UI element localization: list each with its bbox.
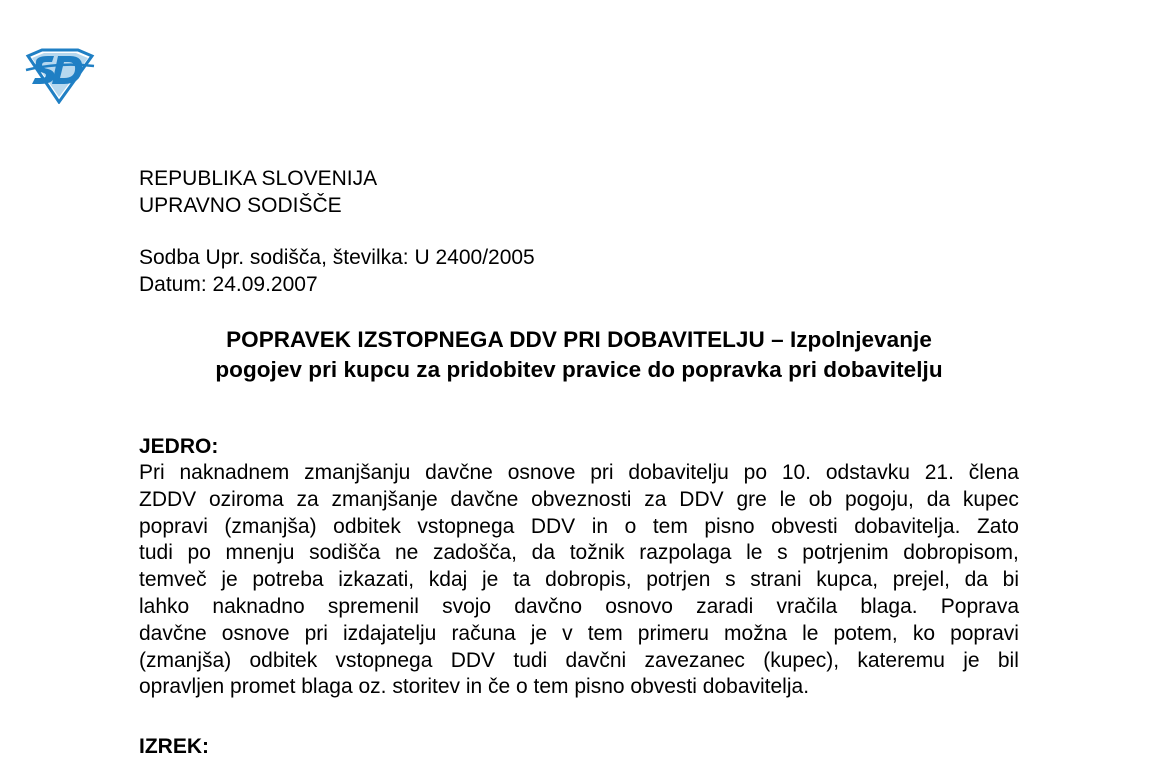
paragraph-line: davčne osnove pri izdajatelju računa je v tem primeru možna le potem, ko popravi — [139, 621, 1019, 645]
title-line-1: POPRAVEK IZSTOPNEGA DDV PRI DOBAVITELJU – Izpolnjevanje — [226, 327, 932, 352]
jedro-paragraph — [139, 460, 1019, 701]
paragraph-line: Pri naknadnem zmanjšanju davčne osnove pri dobavitelju po 10. odstavku 21. člena — [139, 461, 1019, 484]
paragraph-line: lahko naknadno spremenil svojo davčno osnovo zaradi vračila blaga. Poprava — [139, 594, 1019, 618]
paragraph-line: ZDDV oziroma za zmanjšanje davčne obveznosti za DDV gre le ob pogoju, da kupec — [139, 487, 1019, 511]
title-line-2: pogojev pri kupcu za pridobitev pravice do popravka pri dobavitelju — [215, 357, 943, 382]
court-shield-logo-icon — [22, 48, 96, 104]
izrek-heading: IZREK: — [139, 735, 209, 758]
paragraph-line: popravi (zmanjša) odbitek vstopnega DDV in o tem pisno obvesti dobavitelja. Zato — [139, 514, 1019, 538]
jedro-heading: JEDRO: — [139, 435, 219, 458]
court-name: UPRAVNO SODIŠČE — [139, 194, 342, 217]
country-name: REPUBLIKA SLOVENIJA — [139, 167, 378, 190]
paragraph-line: tudi po mnenju sodišča ne zadošča, da tožnik razpolaga le s potrjenim dobropisom, — [139, 541, 1019, 565]
document-body — [139, 165, 1019, 701]
case-number: Sodba Upr. sodišča, številka: U 2400/2005 — [139, 246, 535, 269]
paragraph-line: (zmanjša) odbitek vstopnega DDV tudi davčni zavezanec (kupec), kateremu je bil — [139, 648, 1019, 672]
document-title — [139, 325, 1019, 385]
paragraph-line: temveč je potreba izkazati, kdaj je ta dobropis, potrjen s strani kupca, prejel, da bi — [139, 568, 1019, 592]
judgment-date: Datum: 24.09.2007 — [139, 273, 318, 296]
paragraph-last-line: opravljen promet blaga oz. storitev in če o tem pisno obvesti dobavitelja. — [139, 675, 810, 699]
